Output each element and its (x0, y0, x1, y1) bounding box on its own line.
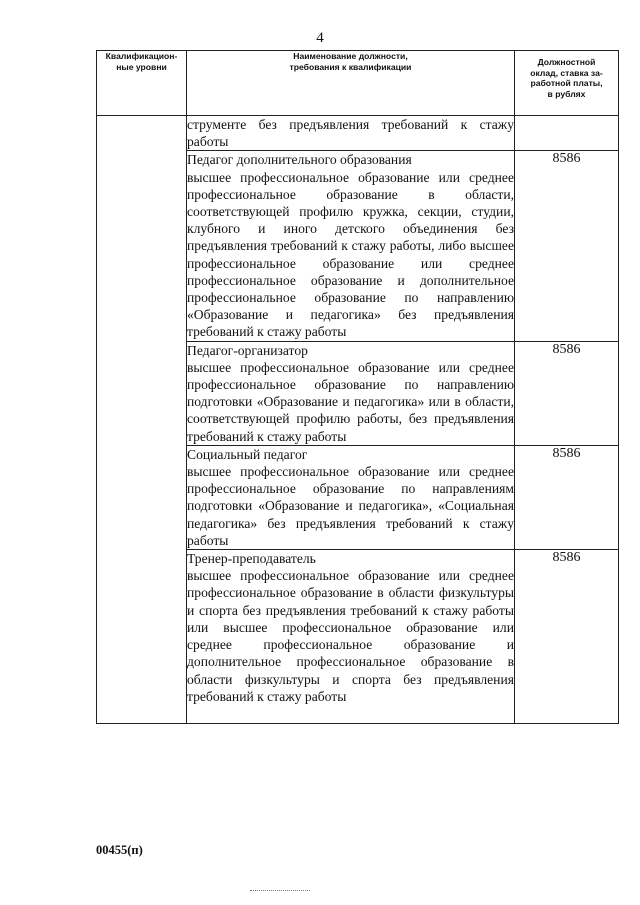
requirements-text: высшее профессиональное образование или среднее профессиональное образование по направлениям подготовки «Образование и педагогика», «Социальная педагогика» без предъявления требований к стажу работы (187, 464, 514, 548)
position-title: Тренер-преподаватель (187, 551, 316, 567)
table-header-row (97, 51, 619, 116)
position-cell (187, 550, 515, 724)
qualification-table (96, 50, 619, 724)
position-cell (187, 151, 515, 341)
position-title: Социальный педагог (187, 446, 308, 462)
salary-cell: 8586 (515, 445, 619, 549)
page-edge-mark (250, 890, 310, 893)
header-line: ные уровни (116, 61, 167, 72)
requirements-text: высшее профессиональное образование или среднее профессиональное образование в области, соответствующей профилю кружка, секции, студии, клубного и иного детского объединения без предъявления требований к стажу работы, либо высшее профессиональное образование или среднее профессиональное образование и дополнительное профессиональное образование по направлению «Образование и педагогика» без предъявления требований к стажу работы (187, 169, 514, 340)
header-line: Наименование должности, (293, 51, 408, 61)
position-cell (187, 341, 515, 445)
header-line: в рублях (547, 88, 586, 99)
position-title: Педагог-организатор (187, 342, 308, 358)
header-line: требования к квалификации (289, 61, 412, 72)
header-line: оклад, ставка за- (530, 67, 603, 78)
requirements-text: высшее профессиональное образование или среднее профессиональное образование в области физкультуры и спорта без предъявления требований к стажу работы или высшее профессиональное образование или среднее профессиональное образование и дополнительное профессиональное образование в области физкультуры и спорта без предъявления требований к стажу работы (187, 568, 514, 704)
salary-cell: 8586 (515, 151, 619, 341)
table-row (97, 116, 619, 151)
position-cell (187, 116, 515, 151)
document-code: 00455(п) (96, 843, 143, 857)
header-line: Должностной (537, 57, 596, 67)
header-salary (515, 51, 619, 116)
header-line: Квалификацион- (105, 51, 178, 61)
header-qualification-levels (97, 51, 187, 116)
salary-cell (515, 116, 619, 151)
requirements-text: высшее профессиональное образование или среднее профессиональное образование по направлению подготовки «Образование и педагогика» или в области, соответствующей профилю работы, без предъявления требований к стажу работы (187, 359, 514, 444)
requirements-text: струменте без предъявления требований к стажу работы (187, 117, 514, 150)
position-title: Педагог дополнительного образования (187, 152, 412, 168)
page-number: 4 (316, 30, 324, 46)
salary-cell: 8586 (515, 341, 619, 445)
position-cell (187, 445, 515, 549)
salary-cell: 8586 (515, 550, 619, 724)
qualification-level-cell (97, 116, 187, 724)
header-line: работной платы, (530, 78, 603, 88)
header-position-requirements (187, 51, 515, 116)
